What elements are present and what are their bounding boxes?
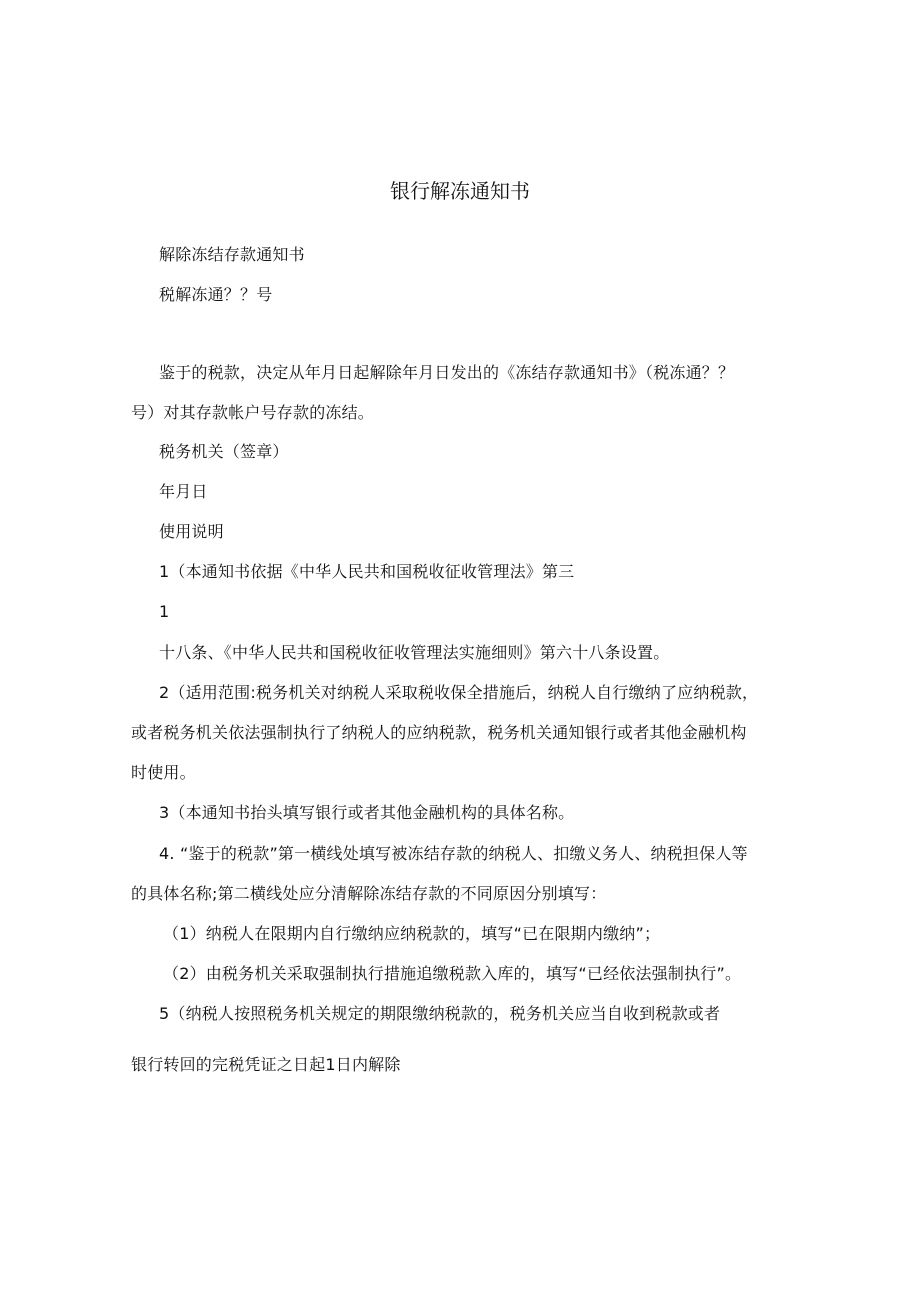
instruction-1-line-2: 十八条、《中华人民共和国税收征收管理法实施细则》第六十八条设置。 xyxy=(159,643,670,662)
instruction-4-line-2: 的具体名称;第二横线处应分清解除冻结存款的不同原因分别填写： xyxy=(131,884,607,903)
instruction-4-line-1: 4. “鉴于的税款”第一横线处填写被冻结存款的纳税人、扣缴义务人、纳税担保人等 xyxy=(159,844,748,863)
document-title: 银行解冻通知书 xyxy=(390,179,530,203)
tax-authority-seal: 税务机关（签章） xyxy=(159,442,289,461)
page-number: 1 xyxy=(159,602,170,621)
instruction-3: 3（本通知书抬头填写银行或者其他金融机构的具体名称。 xyxy=(159,803,575,822)
instruction-5-line-1: 5（纳税人按照税务机关规定的期限缴纳税款的，税务机关应当自收到税款或者 xyxy=(159,1004,721,1023)
instruction-1-line-1: 1（本通知书依据《中华人民共和国税收征收管理法》第三 xyxy=(159,562,575,581)
date-line: 年月日 xyxy=(159,482,208,501)
notice-name: 解除冻结存款通知书 xyxy=(159,245,305,264)
instruction-5-line-2: 银行转回的完税凭证之日起1日内解除 xyxy=(131,1055,401,1074)
instruction-2-line-3: 时使用。 xyxy=(131,763,196,782)
notice-number: 税解冻通？？号 xyxy=(159,285,273,304)
instruction-4-sub-1: （1）纳税人在限期内自行缴纳应纳税款的，填写“已在限期内缴纳”； xyxy=(163,924,661,943)
body-paragraph-line-2: 号）对其存款帐户号存款的冻结。 xyxy=(131,403,375,422)
instruction-2-line-1: 2（适用范围:税务机关对纳税人采取税收保全措施后，纳税人自行缴纳了应纳税款， xyxy=(159,683,759,702)
instruction-4-sub-2: （2）由税务机关采取强制执行措施追缴税款入库的，填写“已经依法强制执行”。 xyxy=(163,964,742,983)
body-paragraph-line-1: 鉴于的税款，决定从年月日起解除年月日发出的《冻结存款通知书》（税冻通？？ xyxy=(159,363,735,382)
instruction-2-line-2: 或者税务机关依法强制执行了纳税人的应纳税款，税务机关通知银行或者其他金融机构 xyxy=(131,723,747,742)
instructions-heading: 使用说明 xyxy=(159,522,224,541)
